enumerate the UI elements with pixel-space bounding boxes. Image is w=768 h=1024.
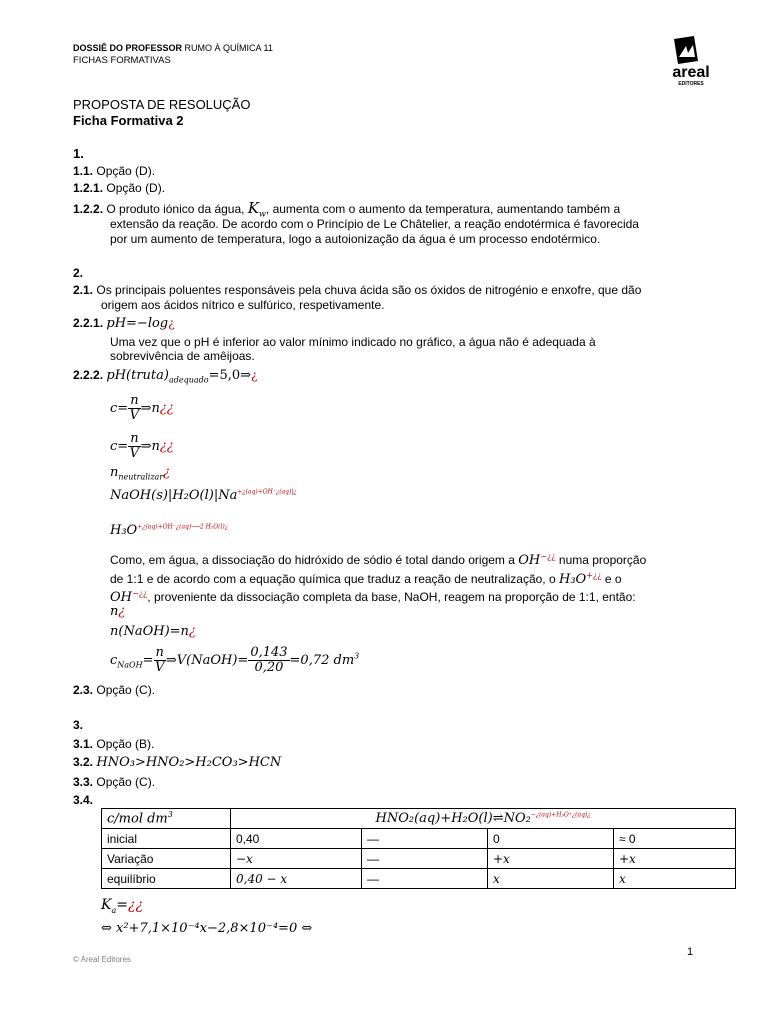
- ka-eq: =: [116, 897, 128, 913]
- q-3-1-num: 3.1.: [73, 737, 94, 751]
- broken-glyph: ¿: [188, 624, 196, 639]
- q-1-2-2-text-b: , aumenta com o aumento da temperatura, aumentando também a: [265, 202, 621, 216]
- logo-sub: EDITORES: [678, 81, 704, 87]
- ph-trout-value: =5,0⇒: [208, 368, 252, 383]
- table-cell: Variação: [102, 849, 231, 869]
- equilibrium-eq-sup: −¿(aq)+H₃O⁺¿(aq)¿: [530, 811, 591, 819]
- q-1-2-2-text-a: O produto iónico da água,: [106, 202, 245, 216]
- table-cell: 0: [488, 829, 614, 849]
- q-3-2: [73, 755, 281, 770]
- eq-naoh: NaOH(s)|H₂O(l)|Na: [110, 488, 238, 503]
- q-2-2-2-para-line-2: [110, 568, 710, 587]
- eq-c: c=: [110, 439, 129, 454]
- table-header-equation: [231, 809, 736, 829]
- broken-glyph: −¿¿: [540, 552, 556, 561]
- ice-table: [101, 808, 736, 889]
- q-2-2-2-para-line-1: [110, 549, 710, 568]
- header-dossie: DOSSIÊ DO PROFESSOR: [73, 43, 183, 53]
- eq-cnaoh-sub: NaOH: [117, 660, 143, 670]
- para-text-3: , proveniente da dissociação completa da base, NaOH, reagem na proporção de 1:1, então:: [147, 590, 636, 604]
- q-1-2-1: [73, 181, 165, 196]
- q-2-2-2-para-line-3: [110, 586, 710, 605]
- para-text-2-end: e o: [604, 572, 622, 586]
- table-row: [102, 849, 736, 869]
- para-oh: OH: [518, 553, 541, 568]
- table-cell: —: [362, 869, 488, 889]
- header-book: RUMO À QUÍMICA 11: [182, 43, 273, 53]
- para-text-1-end: numa proporção: [558, 553, 647, 567]
- ph-trout-sub: adequado: [168, 375, 209, 385]
- q-2-3-text: Opção (C).: [96, 683, 156, 697]
- table-cell: x: [488, 869, 614, 889]
- unit-label: c/mol dm: [107, 811, 168, 827]
- eq-n-neutralizar: [110, 465, 170, 482]
- eq-n1: n: [110, 604, 119, 619]
- q-2-1-line-2: origem aos ácidos nítrico e sulfúrico, respetivamente.: [101, 298, 385, 312]
- eq-concentration-2: [110, 432, 174, 461]
- section-1-number: 1.: [73, 146, 84, 161]
- q-2-3-num: 2.3.: [73, 683, 94, 697]
- footer-copyright: © Areal Editores: [73, 955, 131, 964]
- para-h3o: H₃O: [558, 572, 587, 587]
- eq-frac-num: n: [130, 431, 139, 446]
- para-oh-2: OH: [110, 590, 132, 605]
- eq-n-sub: neutralizar: [118, 472, 164, 482]
- table-cell: equilíbrio: [102, 869, 231, 889]
- q-2-2-1-num: 2.2.1.: [73, 316, 104, 330]
- eq-frac-den: V: [129, 446, 140, 461]
- eq-n-equal: [110, 604, 125, 619]
- eq-neutralization: [110, 523, 228, 538]
- kw-symbol: K: [247, 199, 260, 217]
- broken-glyph: ¿: [118, 604, 126, 619]
- eq-n: n: [110, 465, 119, 480]
- broken-glyph: +¿¿: [586, 571, 602, 580]
- table-cell: +x: [488, 849, 614, 869]
- q-2-2-1-text-1: Uma vez que o pH é inferior ao valor mínimo indicado no gráfico, a água não é adequada à: [110, 335, 596, 349]
- q-3-1-text: Opção (B).: [96, 737, 155, 751]
- q-2-1-text: Os principais poluentes responsáveis pela chuva ácida são os óxidos de nitrogénio e enxofre, que dão: [96, 283, 642, 297]
- ph-trout: pH(truta): [106, 368, 169, 383]
- eq-volume: [110, 646, 359, 675]
- eq-h3o-sup: +¿(aq)+OH⁻¿(aq)⟶2 H₂O(l)¿: [137, 523, 228, 531]
- para-text-1: Como, em água, a dissociação do hidróxido de sódio é total dando origem a: [110, 553, 515, 567]
- q-1-2-2-line-3: por um aumento de temperatura, logo a autoionização da água é um processo endotérmico.: [110, 232, 601, 246]
- page-title: PROPOSTA DE RESOLUÇÃO: [73, 97, 251, 112]
- broken-glyph: ¿: [168, 316, 175, 330]
- table-cell: +x: [614, 849, 736, 869]
- broken-glyph: −¿¿: [132, 589, 148, 598]
- kw-subscript: w: [259, 209, 266, 219]
- eq-frac-num: n: [155, 645, 164, 660]
- eq-frac-num: n: [130, 393, 139, 408]
- q-3-2-num: 3.2.: [73, 755, 94, 769]
- broken-glyph: ¿¿: [127, 897, 143, 913]
- q-3-3: [73, 775, 155, 790]
- eq-vnaoh: ⇒V(NaOH)=: [165, 653, 249, 668]
- eq-cnaoh: c: [110, 653, 118, 668]
- broken-glyph: ¿¿: [159, 401, 174, 416]
- broken-glyph: ¿¿: [159, 439, 174, 454]
- eq-naoh-dissociation: [110, 488, 297, 503]
- q-3-4-num: 3.4.: [73, 793, 94, 807]
- q-2-2-2: [73, 368, 257, 387]
- eq-frac-values-den: 0,20: [254, 660, 284, 675]
- eq-fraction: [128, 432, 140, 461]
- eq-c: c=: [110, 401, 129, 416]
- q-2-1-num: 2.1.: [73, 283, 94, 297]
- broken-glyph: ¿: [251, 368, 258, 382]
- table-header-row: [102, 809, 736, 829]
- table-row: [102, 829, 736, 849]
- table-header-unit: [102, 809, 231, 829]
- header-line-1: [73, 43, 273, 53]
- table-row: [102, 869, 736, 889]
- q-2-2-1-text-2: sobrevivência de amêijoas.: [110, 349, 255, 363]
- section-3-number: 3.: [73, 718, 84, 732]
- eq-naoh-sup: +¿(aq)+OH⁻¿(aq)|¿: [237, 488, 297, 496]
- table-cell: 0,40 − x: [231, 869, 362, 889]
- q-1-1-text: Opção (D).: [96, 164, 156, 178]
- areal-logo-icon: [662, 35, 720, 87]
- q-2-3: [73, 683, 155, 698]
- q-1-2-1-num: 1.2.1.: [73, 181, 104, 195]
- table-cell: ≈ 0: [614, 829, 736, 849]
- broken-glyph: ¿: [163, 465, 171, 480]
- eq-fraction: [154, 646, 166, 675]
- q-1-1-num: 1.1.: [73, 164, 94, 178]
- publisher-logo: [662, 35, 720, 87]
- q-1-1: [73, 164, 155, 179]
- ka-sub: a: [111, 905, 117, 915]
- eq-implies: ⇒n: [140, 439, 160, 454]
- q-1-2-2-line-2: extensão da reação. De acordo com o Princípio de Le Châtelier, a reação endotérmica é favorecida: [110, 217, 639, 231]
- equilibrium-eq: HNO₂(aq)+H₂O(l)⇌NO₂: [375, 811, 531, 826]
- ka-symbol: K: [101, 897, 112, 913]
- eq-frac-den: V: [129, 408, 140, 423]
- unit-exp: 3: [167, 810, 173, 820]
- page-subtitle: Ficha Formativa 2: [73, 113, 184, 128]
- table-cell: x: [614, 869, 736, 889]
- table-cell: inicial: [102, 829, 231, 849]
- q-2-2-1: [73, 316, 175, 331]
- eq-fraction-values: [248, 646, 289, 675]
- eq-n-naoh: [110, 624, 196, 639]
- q-2-2-2-num: 2.2.2.: [73, 368, 104, 382]
- acid-strength-order: HNO₃>HNO₂>H₂CO₃>HCN: [96, 755, 282, 770]
- eq-frac-den: V: [154, 660, 165, 675]
- ph-equation: pH=−log: [106, 316, 169, 331]
- logo-name: areal: [672, 64, 710, 81]
- header-line-2: FICHAS FORMATIVAS: [73, 55, 171, 66]
- section-2-number: 2.: [73, 266, 84, 280]
- table-cell: 0,40: [231, 829, 362, 849]
- table-cell: —: [362, 829, 488, 849]
- eq-frac-values-num: 0,143: [250, 645, 288, 660]
- eq-fraction: [128, 394, 140, 423]
- page-number: 1: [687, 946, 694, 958]
- q-3-3-num: 3.3.: [73, 775, 94, 789]
- eq-ka: [101, 897, 143, 915]
- eq-volume-exp: 3: [354, 651, 360, 661]
- q-1-2-2-num: 1.2.2.: [73, 202, 104, 216]
- q-3-3-text: Opção (C).: [96, 775, 156, 789]
- eq-cnaoh-eq: =: [142, 653, 154, 668]
- eq-concentration-1: [110, 394, 174, 423]
- eq-volume-result: =0,72 dm: [289, 653, 355, 668]
- q-2-1-line-1: [73, 283, 641, 298]
- eq-nnaoh: n(NaOH)=n: [110, 624, 189, 639]
- eq-implies: ⇒n: [140, 401, 160, 416]
- eq-quadratic: ⇔ x²+7,1×10⁻⁴x−2,8×10⁻⁴=0 ⇔: [101, 921, 313, 936]
- q-1-2-1-text: Opção (D).: [106, 181, 166, 195]
- table-cell: −x: [231, 849, 362, 869]
- para-text-2: de 1:1 e de acordo com a equação química que traduz a reação de neutralização, o: [110, 572, 556, 586]
- eq-h3o: H₃O: [110, 523, 138, 538]
- table-cell: —: [362, 849, 488, 869]
- q-3-1: [73, 737, 154, 752]
